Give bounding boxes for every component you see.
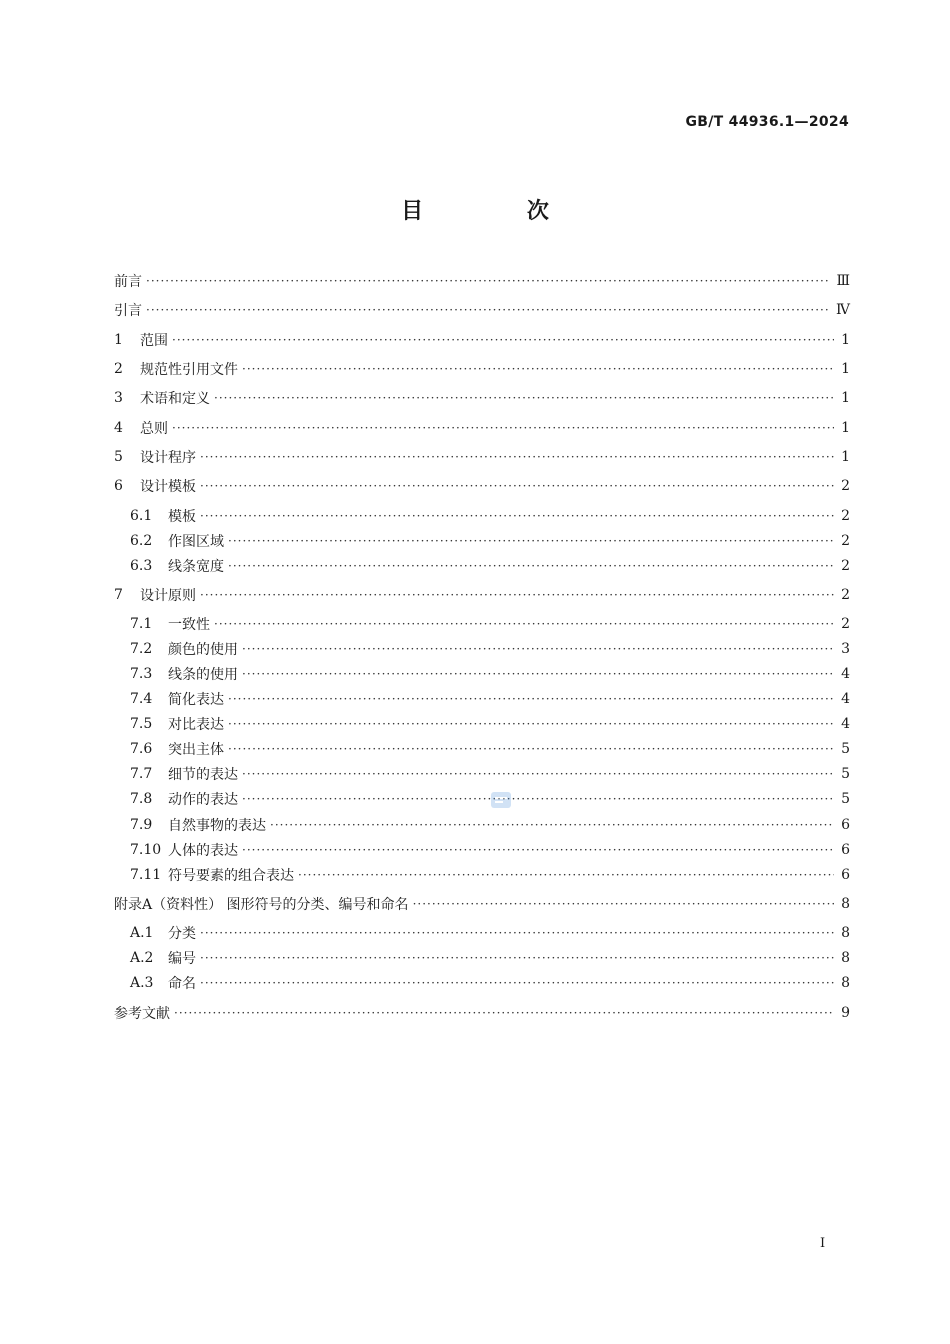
- toc-entry-page: 6: [841, 817, 850, 833]
- toc-entry-number: 5: [114, 449, 123, 465]
- toc-entry-page: 1: [841, 390, 850, 406]
- toc-entry-number: 7.8: [130, 791, 153, 807]
- dot-leader: [242, 642, 834, 656]
- toc-entry[interactable]: [130, 738, 850, 760]
- toc-entry-number: 6.2: [130, 533, 153, 549]
- toc-entry-page: 2: [841, 616, 850, 632]
- toc-entry-page: 6: [841, 867, 850, 883]
- toc-entry[interactable]: [130, 947, 850, 969]
- toc-entry[interactable]: [130, 972, 850, 994]
- toc-entry-title: 一致性: [168, 617, 210, 633]
- toc-entry-page: 9: [841, 1005, 850, 1021]
- dot-leader: [200, 479, 834, 493]
- toc-entry[interactable]: [130, 688, 850, 710]
- toc-entry-page: 5: [841, 741, 850, 757]
- toc-entry-title: 设计原则: [140, 588, 196, 604]
- toc-entry-page: 2: [841, 533, 850, 549]
- toc-entry-page: 8: [841, 950, 850, 966]
- toc-entry[interactable]: [130, 763, 850, 785]
- dot-leader: [242, 767, 834, 781]
- toc-entry-page: 8: [841, 896, 850, 912]
- toc-entry-number: 1: [114, 332, 123, 348]
- toc-entry-title: 突出主体: [168, 742, 224, 758]
- toc-entry-page: 6: [841, 842, 850, 858]
- dot-leader: [200, 976, 834, 990]
- dot-leader: [242, 362, 834, 376]
- toc-entry-title: 自然事物的表达: [168, 818, 266, 834]
- toc-entry-number: 6: [114, 478, 123, 494]
- dot-leader: [228, 717, 834, 731]
- toc-entry-title: 细节的表达: [168, 767, 238, 783]
- toc-entry-page: Ⅲ: [836, 273, 850, 289]
- toc-entry-number: A.2: [130, 950, 154, 966]
- toc-entry[interactable]: [130, 505, 850, 527]
- dot-leader: [200, 951, 834, 965]
- toc-entry[interactable]: [114, 299, 850, 321]
- dot-leader: [172, 421, 834, 435]
- dot-leader: [242, 667, 834, 681]
- toc-entry-title: 设计模板: [140, 479, 196, 495]
- toc-entry-page: 1: [841, 449, 850, 465]
- toc-entry[interactable]: [114, 1002, 850, 1024]
- watermark-logo-icon: [489, 788, 513, 812]
- toc-entry-title: 颜色的使用: [168, 642, 238, 658]
- toc-entry-page: 8: [841, 975, 850, 991]
- toc-entry[interactable]: [114, 329, 850, 351]
- dot-leader: [270, 818, 834, 832]
- dot-leader: [214, 391, 834, 405]
- toc-entry-title: 作图区域: [168, 534, 224, 550]
- toc-entry-title: 引言: [114, 303, 142, 319]
- toc-entry[interactable]: [130, 713, 850, 735]
- dot-leader: [172, 333, 834, 347]
- toc-entry-title: 设计程序: [140, 450, 196, 466]
- dot-leader: [214, 617, 834, 631]
- dot-leader: [228, 559, 834, 573]
- toc-entry-number: 7.2: [130, 641, 153, 657]
- toc-entry[interactable]: [130, 839, 850, 861]
- toc-entry-number: A.3: [130, 975, 154, 991]
- toc-entry-title: 分类: [168, 926, 196, 942]
- toc-entry[interactable]: [114, 387, 850, 409]
- toc-entry[interactable]: [130, 814, 850, 836]
- toc-entry-number: 2: [114, 361, 123, 377]
- toc-entry-title: 线条宽度: [168, 559, 224, 575]
- dot-leader: [413, 897, 834, 911]
- toc-entry-number: 7.6: [130, 741, 153, 757]
- toc-entry-page: 4: [841, 691, 850, 707]
- toc-entry[interactable]: [114, 417, 850, 439]
- toc-entry[interactable]: [130, 555, 850, 577]
- toc-entry-number: 7: [114, 587, 123, 603]
- dot-leader: [228, 534, 834, 548]
- dot-leader: [146, 303, 830, 317]
- toc-entry-page: 1: [841, 332, 850, 348]
- dot-leader: [200, 450, 834, 464]
- toc-entry-title: 前言: [114, 274, 142, 290]
- dot-leader: [298, 868, 834, 882]
- toc-entry-title: 对比表达: [168, 717, 224, 733]
- toc-entry-number: 6.1: [130, 508, 153, 524]
- dot-leader: [242, 792, 834, 806]
- toc-entry-title: 命名: [168, 976, 196, 992]
- toc-entry[interactable]: [130, 613, 850, 635]
- toc-entry-title: 范围: [140, 333, 168, 349]
- toc-entry-page: 2: [841, 587, 850, 603]
- toc-entry-title: 参考文献: [114, 1006, 170, 1022]
- standard-code: GB/T 44936.1—2024: [685, 114, 849, 130]
- toc-entry-number: 7.7: [130, 766, 153, 782]
- toc-entry-title: 动作的表达: [168, 792, 238, 808]
- toc-entry[interactable]: [114, 475, 850, 497]
- toc-entry-title: 模板: [168, 509, 196, 525]
- toc-entry[interactable]: [130, 530, 850, 552]
- toc-entry-title: 附录A（资料性） 图形符号的分类、编号和命名: [114, 897, 409, 913]
- toc-entry-number: 7.11: [130, 867, 162, 883]
- dot-leader: [146, 274, 830, 288]
- toc-entry-number: 7.3: [130, 666, 153, 682]
- dot-leader: [200, 588, 834, 602]
- toc-entry-number: 7.10: [130, 842, 162, 858]
- toc-entry[interactable]: [114, 270, 850, 292]
- dot-leader: [228, 742, 834, 756]
- toc-entry[interactable]: [114, 446, 850, 468]
- toc-entry-number: A.1: [130, 925, 154, 941]
- dot-leader: [200, 509, 834, 523]
- toc-entry-page: 1: [841, 420, 850, 436]
- toc-entry-number: 7.4: [130, 691, 153, 707]
- toc-entry-title: 线条的使用: [168, 667, 238, 683]
- dot-leader: [228, 692, 834, 706]
- dot-leader: [200, 926, 834, 940]
- toc-entry[interactable]: [130, 638, 850, 660]
- toc-entry-page: 3: [841, 641, 850, 657]
- toc-entry-number: 7.5: [130, 716, 153, 732]
- toc-entry-number: 7.1: [130, 616, 153, 632]
- toc-entry-page: Ⅳ: [836, 302, 850, 318]
- toc-entry-page: 5: [841, 791, 850, 807]
- toc-entry-title: 规范性引用文件: [140, 362, 238, 378]
- dot-leader: [174, 1006, 834, 1020]
- toc-entry-page: 8: [841, 925, 850, 941]
- toc-entry-page: 4: [841, 716, 850, 732]
- page-number: I: [820, 1236, 826, 1251]
- toc-entry-title: 总则: [140, 421, 168, 437]
- toc-entry[interactable]: [114, 584, 850, 606]
- toc-entry-title: 人体的表达: [168, 843, 238, 859]
- toc-entry[interactable]: [130, 922, 850, 944]
- toc-entry-page: 2: [841, 558, 850, 574]
- toc-entry-number: 6.3: [130, 558, 153, 574]
- toc-entry-number: 3: [114, 390, 123, 406]
- toc-entry-page: 2: [841, 508, 850, 524]
- toc-entry-page: 4: [841, 666, 850, 682]
- toc-title: 目 次: [401, 199, 597, 224]
- toc-entry[interactable]: [114, 893, 850, 915]
- toc-entry-title: 符号要素的组合表达: [168, 868, 294, 884]
- toc-entry-page: 1: [841, 361, 850, 377]
- toc-entry-number: 7.9: [130, 817, 153, 833]
- toc-entry[interactable]: [130, 864, 850, 886]
- toc-entry[interactable]: [130, 663, 850, 685]
- toc-entry-title: 术语和定义: [140, 391, 210, 407]
- toc-entry[interactable]: [114, 358, 850, 380]
- toc-entry-title: 简化表达: [168, 692, 224, 708]
- toc-entry-number: 4: [114, 420, 123, 436]
- toc-entry-page: 2: [841, 478, 850, 494]
- dot-leader: [242, 843, 834, 857]
- toc-entry-page: 5: [841, 766, 850, 782]
- toc-entry-title: 编号: [168, 951, 196, 967]
